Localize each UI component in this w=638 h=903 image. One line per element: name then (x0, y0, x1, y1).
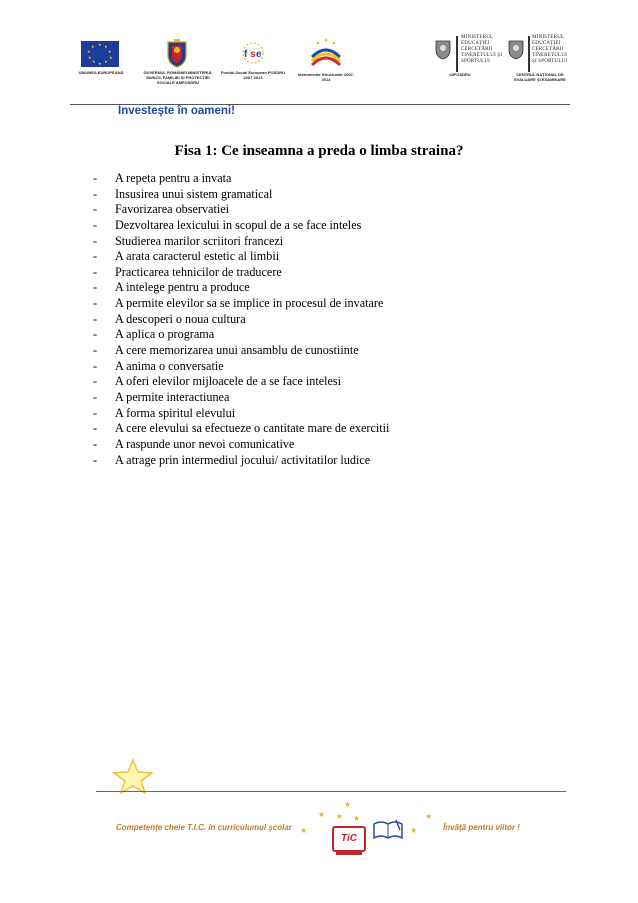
list-item: - A repeta pentru a invata (93, 171, 232, 185)
list-item: - A atrage prin intermediul jocului/ activitatilor ludice (93, 452, 371, 467)
ministry-divider (528, 36, 530, 72)
star-icon: ★ (410, 826, 418, 835)
oiposdru-caption: OIPOSDRU (449, 72, 471, 77)
list-item: - A aplica o programa (93, 327, 215, 342)
ministry-divider (456, 36, 458, 72)
cnee-caption: CENTRUL NAȚIONAL DE EVALUARE ȘI EXAMINARE (514, 72, 566, 82)
item-list (93, 171, 389, 468)
star-icon (112, 758, 154, 794)
star-icon: ★ (353, 814, 361, 823)
ministry-text-1: MINISTERUL EDUCAȚIEI CERCETĂRII TINERETULUI ȘI SPORTULUI (461, 35, 503, 64)
list-item: - Studierea marilor scriitori francezi (93, 233, 284, 248)
list-item: - A cere elevului sa efectueze o cantitate mare de exercitii (93, 421, 390, 436)
list-item: - A descoperi o noua cultura (93, 311, 246, 326)
open-book-icon (372, 818, 404, 840)
star-icon: ★ (300, 826, 308, 835)
svg-text:s: s (250, 49, 256, 60)
fse-logo (238, 40, 268, 66)
instrumente-structurale-logo (308, 37, 344, 69)
ministry-text-2: MINISTERUL EDUCAȚIEI CERCETĂRII TINERETULUI ȘI SPORTULUI (532, 35, 568, 64)
ministry-crest-icon (433, 38, 453, 60)
list-item: - Practicarea tehnicilor de traducere (93, 264, 282, 279)
tic-badge: TiC (341, 833, 357, 844)
fse-caption: Fondul Social European POSDRU 2007-2013 (220, 70, 285, 80)
list-item: - A permite elevilor sa se implice in procesul de invatare (93, 296, 384, 311)
monitor-stand (336, 852, 362, 855)
footer-right-text: Învăţă pentru viitor ! (443, 823, 520, 832)
slogan: Investeşte în oameni! (118, 105, 235, 117)
eu-caption: UNIUNEA EUROPEANĂ (78, 70, 124, 75)
romania-coat-of-arms-logo (165, 38, 189, 68)
svg-text:e: e (256, 49, 262, 60)
list-item: - Favorizarea observatiei (93, 202, 230, 217)
list-item: - A intelege pentru a produce (93, 280, 250, 295)
star-icon: ★ (318, 810, 326, 819)
star-icon: ★ (425, 812, 433, 821)
list-item: - A permite interactiunea (93, 389, 230, 404)
list-item: - A anima o conversatie (93, 358, 224, 373)
instrumente-caption: Instrumente Structurale 2007-2013 (297, 72, 355, 82)
tic-monitor-icon (332, 826, 366, 852)
star-icon: ★ (336, 812, 344, 821)
ministry-crest-icon (506, 38, 526, 60)
list-item: - A oferi elevilor mijloacele de a se face intelesi (93, 374, 342, 389)
eu-flag-logo: ★ ★ ★ ★ ★ ★ ★ ★ ★ ★ (81, 41, 119, 67)
list-item: - Dezvoltarea lexicului in scopul de a se face inteles (93, 217, 362, 232)
footer-swoosh-line (96, 791, 566, 792)
list-item: - A cere memorizarea unui ansamblu de cunostiinte (93, 343, 359, 358)
document-title: Fisa 1: Ce inseamna a preda o limba straina? (174, 143, 464, 159)
footer-left-text: Competenţe cheie T.I.C. în curriculumul şcolar (116, 823, 292, 832)
list-item: - Insusirea unui sistem gramatical (93, 186, 273, 201)
star-icon: ★ (344, 800, 352, 809)
guvernul-caption: GUVERNUL ROMÂNIEI MINISTERUL MUNCII, FAMILIEI ȘI PROTECȚIEI SOCIALE AMPOSDRU (143, 70, 213, 85)
list-item: - A raspunde unor nevoi comunicative (93, 436, 295, 451)
list-item: - A forma spiritul elevului (93, 405, 236, 420)
list-item: - A arata caracterul estetic al limbii (93, 249, 280, 264)
svg-text:f: f (244, 49, 248, 60)
